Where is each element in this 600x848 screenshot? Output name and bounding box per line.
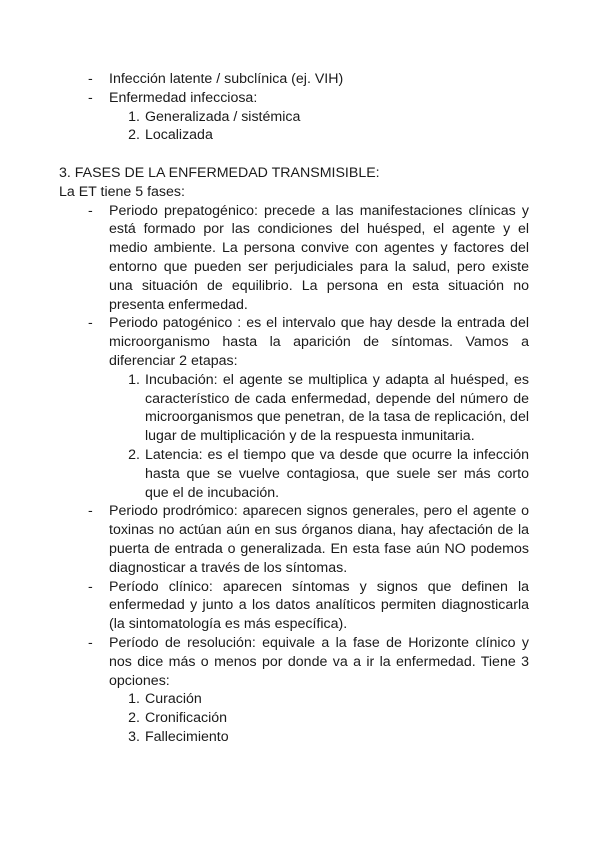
phase-text: Período de resolución: equivale a la fase de Horizonte clínico y nos dice más o menos por donde va a ir la enfermedad. Tiene 3 opciones: — [109, 634, 529, 689]
section-intro: La ET tiene 5 fases: — [59, 183, 185, 200]
numbered-item — [0, 126, 600, 145]
list-item — [0, 578, 600, 634]
document-page — [0, 70, 600, 747]
list-item — [0, 89, 600, 108]
bullet-dash: - — [88, 578, 93, 595]
bullet-dash: - — [88, 202, 93, 219]
list-item-text: Infección latente / subclínica (ej. VIH) — [109, 71, 344, 87]
numbered-item — [0, 108, 600, 127]
bullet-dash: - — [88, 89, 93, 106]
numbered-item — [0, 371, 600, 446]
item-number: 2. — [128, 127, 140, 144]
numbered-item — [0, 690, 600, 709]
item-number: 2. — [128, 446, 140, 463]
list-item-text: Enfermedad infecciosa: — [109, 89, 258, 106]
bullet-dash: - — [88, 315, 93, 332]
bullet-dash: - — [88, 71, 93, 87]
item-number: 3. — [128, 728, 140, 745]
numbered-item-text: Curación — [145, 691, 202, 708]
phase-text: Periodo patogénico : es el intervalo que hay desde la entrada del microorganismo hasta la aparición de síntomas. Vamos a diferenciar 2 etapas: — [109, 315, 529, 369]
list-item — [0, 502, 600, 577]
phase-text: Período clínico: aparecen síntomas y signos que definen la enfermedad y junto a los datos analíticos permiten diagnosticarla (la sintomatología es más específica). — [109, 578, 529, 633]
section-title: 3. FASES DE LA ENFERMEDAD TRANSMISIBLE: — [59, 164, 380, 181]
numbered-item — [0, 446, 600, 502]
numbered-item — [0, 709, 600, 728]
numbered-item-text: Latencia: es el tiempo que va desde que ocurre la infección hasta que se vuelve contagiosa, que suele ser más corto que el de incubación. — [145, 446, 529, 501]
item-number: 1. — [128, 371, 140, 388]
bullet-dash: - — [88, 634, 93, 651]
list-item — [0, 70, 600, 89]
phase-text: Periodo prepatogénico: precede a las manifestaciones clínicas y está formado por las condiciones del huésped, el agente y el medio ambiente. La persona convive con agentes y factores del entorno que pueden ser perjudiciales para la salud, pero existe una situación de equilibrio. La persona en esta situación no presenta enfermedad. — [109, 202, 529, 313]
list-item — [0, 314, 600, 370]
bullet-dash: - — [88, 503, 93, 520]
phase-text: Periodo prodrómico: aparecen signos generales, pero el agente o toxinas no actúan aún en sus órganos diana, hay afectación de la puerta de entrada o generalizada. En esta fase aún NO podemos diagnosticar a través de los síntomas. — [109, 503, 529, 576]
numbered-item — [0, 728, 600, 747]
item-number: 2. — [128, 710, 140, 727]
numbered-item-text: Localizada — [145, 127, 213, 144]
list-item — [0, 634, 600, 690]
numbered-item-text: Incubación: el agente se multiplica y adapta al huésped, es característico de cada enfermedad, depende del número de microorganismos que penetran, de la tasa de replicación, del lugar de multiplicación y de la respuesta inmunitaria. — [145, 371, 529, 445]
item-number: 1. — [128, 691, 140, 708]
item-number: 1. — [128, 108, 140, 125]
numbered-item-text: Fallecimiento — [145, 728, 229, 745]
numbered-item-text: Cronificación — [145, 710, 228, 727]
list-item — [0, 202, 600, 315]
spacer — [0, 145, 600, 164]
numbered-item-text: Generalizada / sistémica — [145, 108, 301, 125]
